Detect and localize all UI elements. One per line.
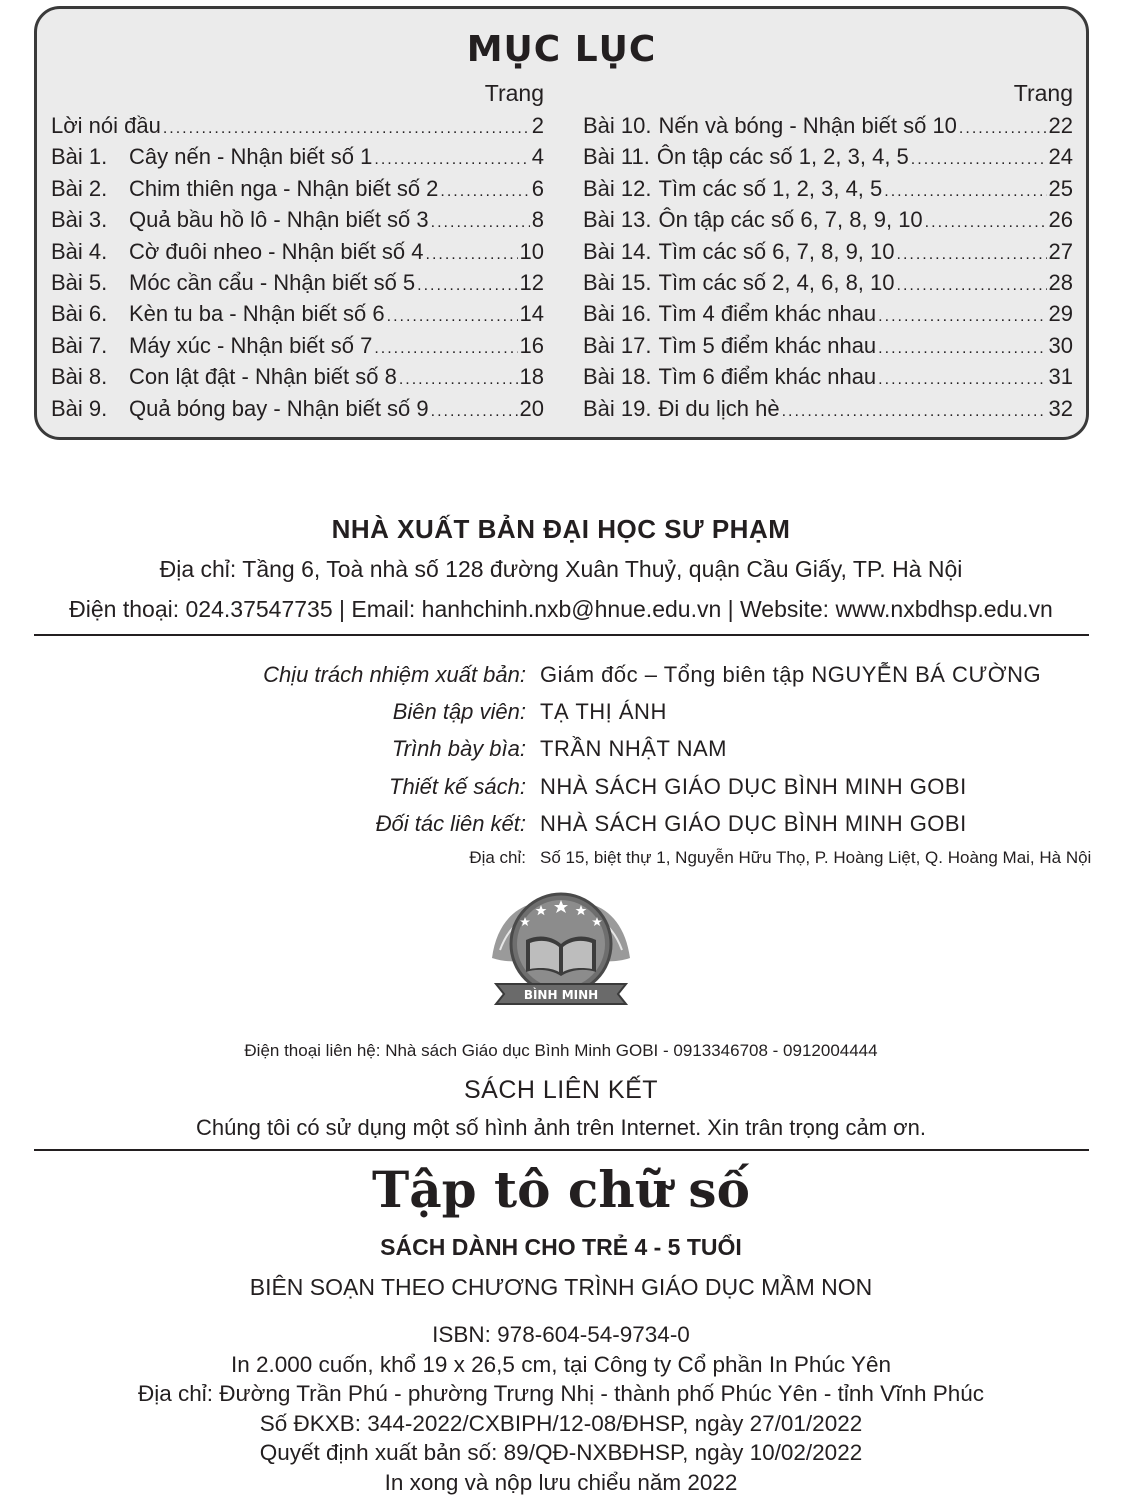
toc-entry[interactable] — [583, 301, 1073, 332]
toc-entry-title: Kèn tu ba - Nhận biết số 6 — [129, 301, 385, 327]
toc-entry-page: 4 — [531, 144, 544, 170]
toc-entry-title: Quả bóng bay - Nhận biết số 9 — [129, 395, 429, 421]
toc-entry-page: 8 — [531, 207, 544, 233]
toc-entry-title: Ôn tập các số 1, 2, 3, 4, 5 — [656, 144, 909, 170]
toc-entry-page: 31 — [1048, 364, 1073, 390]
toc-entry-number: Bài 6. — [51, 301, 108, 327]
toc-entry-number: Bài 14. — [583, 238, 652, 264]
credit-value: NHÀ SÁCH GIÁO DỤC BÌNH MINH GOBI — [540, 811, 967, 836]
toc-entry-page: 10 — [519, 238, 544, 264]
toc-leader-dots — [387, 308, 518, 326]
toc-leader-dots — [878, 371, 1046, 389]
toc-entry-page: 6 — [531, 175, 544, 201]
toc-entry-page: 22 — [1048, 113, 1073, 138]
book-program: BIÊN SOẠN THEO CHƯƠNG TRÌNH GIÁO DỤC MẦM NON — [249, 1274, 873, 1300]
toc-entry[interactable] — [51, 113, 544, 144]
toc-entry[interactable] — [583, 239, 1073, 270]
toc-entry-page: 30 — [1048, 332, 1073, 358]
toc-leader-dots — [426, 246, 518, 264]
credit-label: Trình bày bìa: — [391, 736, 526, 761]
toc-entry-page: 12 — [519, 269, 544, 295]
toc-right-column — [583, 79, 1073, 427]
deposit-note: In xong và nộp lưu chiểu năm 2022 — [384, 1469, 738, 1495]
partner-phone: Điện thoại liên hệ: Nhà sách Giáo dục Bình Minh GOBI - 0913346708 - 0912004444 — [244, 1041, 878, 1060]
credit-row — [0, 774, 1122, 810]
colophon — [0, 1320, 1122, 1497]
credit-label: Đối tác liên kết: — [375, 811, 526, 836]
toc-leader-dots — [417, 277, 517, 295]
toc-entry-title: Quả bầu hồ lô - Nhận biết số 3 — [129, 207, 429, 233]
publisher-name: NHÀ XUẤT BẢN ĐẠI HỌC SƯ PHẠM — [331, 514, 791, 544]
toc-entry[interactable] — [51, 270, 544, 301]
toc-entry[interactable] — [51, 364, 544, 395]
toc-entry-page: 29 — [1048, 301, 1073, 327]
printer-address: Địa chỉ: Đường Trần Phú - phường Trưng Nhị - thành phố Phúc Yên - tỉnh Vĩnh Phúc — [138, 1381, 984, 1406]
toc-entry[interactable] — [583, 364, 1073, 395]
toc-entry-number: Bài 16. — [583, 301, 652, 327]
toc-entry-number: Bài 11. — [583, 144, 650, 170]
toc-leader-dots — [878, 308, 1046, 326]
partner-address-value: Số 15, biệt thự 1, Nguyễn Hữu Thọ, P. Hoàng Liệt, Q. Hoàng Mai, Hà Nội — [540, 848, 1092, 867]
toc-leader-dots — [925, 214, 1047, 232]
toc-entry-title: Máy xúc - Nhận biết số 7 — [129, 332, 373, 358]
toc-page-header: Trang — [484, 80, 544, 106]
toc-page-header: Trang — [1013, 80, 1073, 106]
credit-value: NHÀ SÁCH GIÁO DỤC BÌNH MINH GOBI — [540, 774, 967, 799]
toc-entry-number: Bài 1. — [51, 144, 108, 170]
toc-entry[interactable] — [51, 239, 544, 270]
toc-entry-title: Lời nói đầu — [51, 113, 161, 138]
toc-entry-page: 18 — [519, 364, 544, 390]
book-subtitle: SÁCH DÀNH CHO TRẺ 4 - 5 TUỔI — [380, 1234, 742, 1260]
toc-entry-page: 16 — [519, 332, 544, 358]
toc-entry-title: Cây nến - Nhận biết số 1 — [129, 144, 373, 170]
toc-entry-number: Bài 5. — [51, 269, 108, 295]
toc-entry[interactable] — [583, 207, 1073, 238]
toc-entry[interactable] — [51, 396, 544, 427]
toc-entry-title: Chim thiên nga - Nhận biết số 2 — [129, 175, 439, 201]
toc-entry-page: 28 — [1048, 269, 1073, 295]
toc-leader-dots — [897, 277, 1047, 295]
toc-entry[interactable] — [51, 176, 544, 207]
toc-leader-dots — [374, 340, 517, 358]
toc-entry-page: 32 — [1048, 395, 1073, 421]
divider — [34, 1149, 1089, 1151]
toc-entry-number: Bài 13. — [583, 207, 652, 233]
credit-row — [0, 736, 1122, 772]
book-wings-logo — [486, 888, 636, 1016]
toc-entry-number: Bài 15. — [583, 269, 652, 295]
credit-value: Giám đốc – Tổng biên tập NGUYỄN BÁ CƯỜNG — [540, 662, 1042, 687]
toc-leader-dots — [959, 120, 1047, 138]
logo-text: BÌNH MINH — [523, 988, 599, 1002]
toc-entry-title: Tìm 5 điểm khác nhau — [658, 332, 877, 358]
toc-leader-dots — [878, 340, 1046, 358]
toc-entry-title: Nến và bóng - Nhận biết số 10 — [658, 113, 957, 138]
toc-entry[interactable] — [583, 333, 1073, 364]
toc-leader-dots — [431, 214, 530, 232]
toc-entry-page: 20 — [519, 395, 544, 421]
toc-entry-title: Tìm 6 điểm khác nhau — [658, 364, 877, 390]
toc-entry-page: 25 — [1048, 175, 1073, 201]
toc-entry-number: Bài 7. — [51, 332, 108, 358]
toc-entry-number: Bài 17. — [583, 332, 652, 358]
toc-leader-dots — [163, 120, 530, 138]
toc-entry-number: Bài 18. — [583, 364, 652, 390]
toc-entry[interactable] — [583, 396, 1073, 427]
toc-entry-number: Bài 12. — [583, 175, 652, 201]
table-of-contents — [34, 6, 1089, 440]
toc-leader-dots — [440, 183, 529, 201]
credit-value: TẠ THỊ ÁNH — [540, 699, 667, 724]
toc-entry-number: Bài 8. — [51, 364, 108, 390]
toc-entry-page: 27 — [1048, 238, 1073, 264]
credit-label: Chịu trách nhiệm xuất bản: — [263, 662, 526, 687]
toc-leader-dots — [374, 151, 529, 169]
credit-label: Biên tập viên: — [392, 699, 526, 724]
publisher-address: Địa chỉ: Tầng 6, Toà nhà số 128 đường Xuân Thuỷ, quận Cầu Giấy, TP. Hà Nội — [159, 556, 963, 582]
toc-entry-number: Bài 2. — [51, 175, 108, 201]
toc-entry-number: Bài 10. — [583, 113, 652, 138]
linked-book-label: SÁCH LIÊN KẾT — [463, 1076, 659, 1104]
divider — [34, 634, 1089, 636]
toc-entry-title: Đi du lịch hè — [658, 395, 780, 421]
credit-value: TRẦN NHẬT NAM — [540, 736, 727, 761]
credit-row — [0, 811, 1122, 847]
toc-entry[interactable] — [583, 144, 1073, 175]
toc-entry[interactable] — [51, 301, 544, 332]
toc-entry-title: Con lật đật - Nhận biết số 8 — [129, 364, 397, 390]
toc-entry-title: Tìm các số 1, 2, 3, 4, 5 — [658, 175, 883, 201]
toc-entry[interactable] — [583, 113, 1073, 144]
toc-entry-title: Tìm các số 2, 4, 6, 8, 10 — [658, 269, 895, 295]
toc-leader-dots — [399, 371, 518, 389]
partner-address-label: Địa chỉ: — [469, 848, 526, 867]
thanks-note: Chúng tôi có sử dụng một số hình ảnh trên Internet. Xin trân trọng cảm ơn. — [196, 1115, 926, 1140]
toc-entry[interactable] — [51, 144, 544, 175]
toc-entry-page: 2 — [531, 113, 544, 138]
book-title: Tập tô chữ số — [372, 1160, 750, 1219]
credit-row — [0, 699, 1122, 735]
toc-entry[interactable] — [583, 270, 1073, 301]
toc-entry-page: 24 — [1048, 144, 1073, 170]
toc-leader-dots — [897, 246, 1047, 264]
toc-title: MỤC LỤC — [466, 29, 657, 70]
publishing-decision: Quyết định xuất bản số: 89/QĐ-NXBĐHSP, ngày 10/02/2022 — [259, 1440, 863, 1465]
toc-entry-title: Cờ đuôi nheo - Nhận biết số 4 — [129, 238, 424, 264]
credit-label: Thiết kế sách: — [389, 774, 526, 799]
publisher-contact: Điện thoại: 024.37547735 | Email: hanhchinh.nxb@hnue.edu.vn | Website: www.nxbdhsp.edu.vn — [69, 596, 1053, 622]
toc-leader-dots — [911, 151, 1047, 169]
print-run: In 2.000 cuốn, khổ 19 x 26,5 cm, tại Công ty Cổ phần In Phúc Yên — [230, 1351, 891, 1377]
toc-entry-title: Tìm các số 6, 7, 8, 9, 10 — [658, 238, 895, 264]
toc-entry-page: 14 — [519, 301, 544, 327]
toc-entry-number: Bài 3. — [51, 207, 108, 233]
toc-entry[interactable] — [51, 207, 544, 238]
credit-row — [0, 662, 1122, 698]
toc-entry[interactable] — [51, 333, 544, 364]
registration-number: Số ĐKXB: 344-2022/CXBIPH/12-08/ĐHSP, ngày 27/01/2022 — [259, 1410, 863, 1436]
toc-entry-title: Móc cần cẩu - Nhận biết số 5 — [129, 269, 416, 295]
toc-leader-dots — [431, 403, 518, 421]
toc-entry-title: Tìm 4 điểm khác nhau — [658, 301, 877, 327]
toc-entry-page: 26 — [1048, 207, 1073, 233]
isbn: ISBN: 978-604-54-9734-0 — [432, 1322, 690, 1347]
toc-leader-dots — [782, 403, 1047, 421]
toc-entry[interactable] — [583, 176, 1073, 207]
toc-entry-number: Bài 4. — [51, 238, 108, 264]
toc-entry-number: Bài 19. — [583, 395, 652, 421]
toc-leader-dots — [884, 183, 1046, 201]
toc-entry-title: Ôn tập các số 6, 7, 8, 9, 10 — [658, 207, 923, 233]
toc-entry-number: Bài 9. — [51, 395, 108, 421]
toc-left-column — [51, 79, 544, 427]
